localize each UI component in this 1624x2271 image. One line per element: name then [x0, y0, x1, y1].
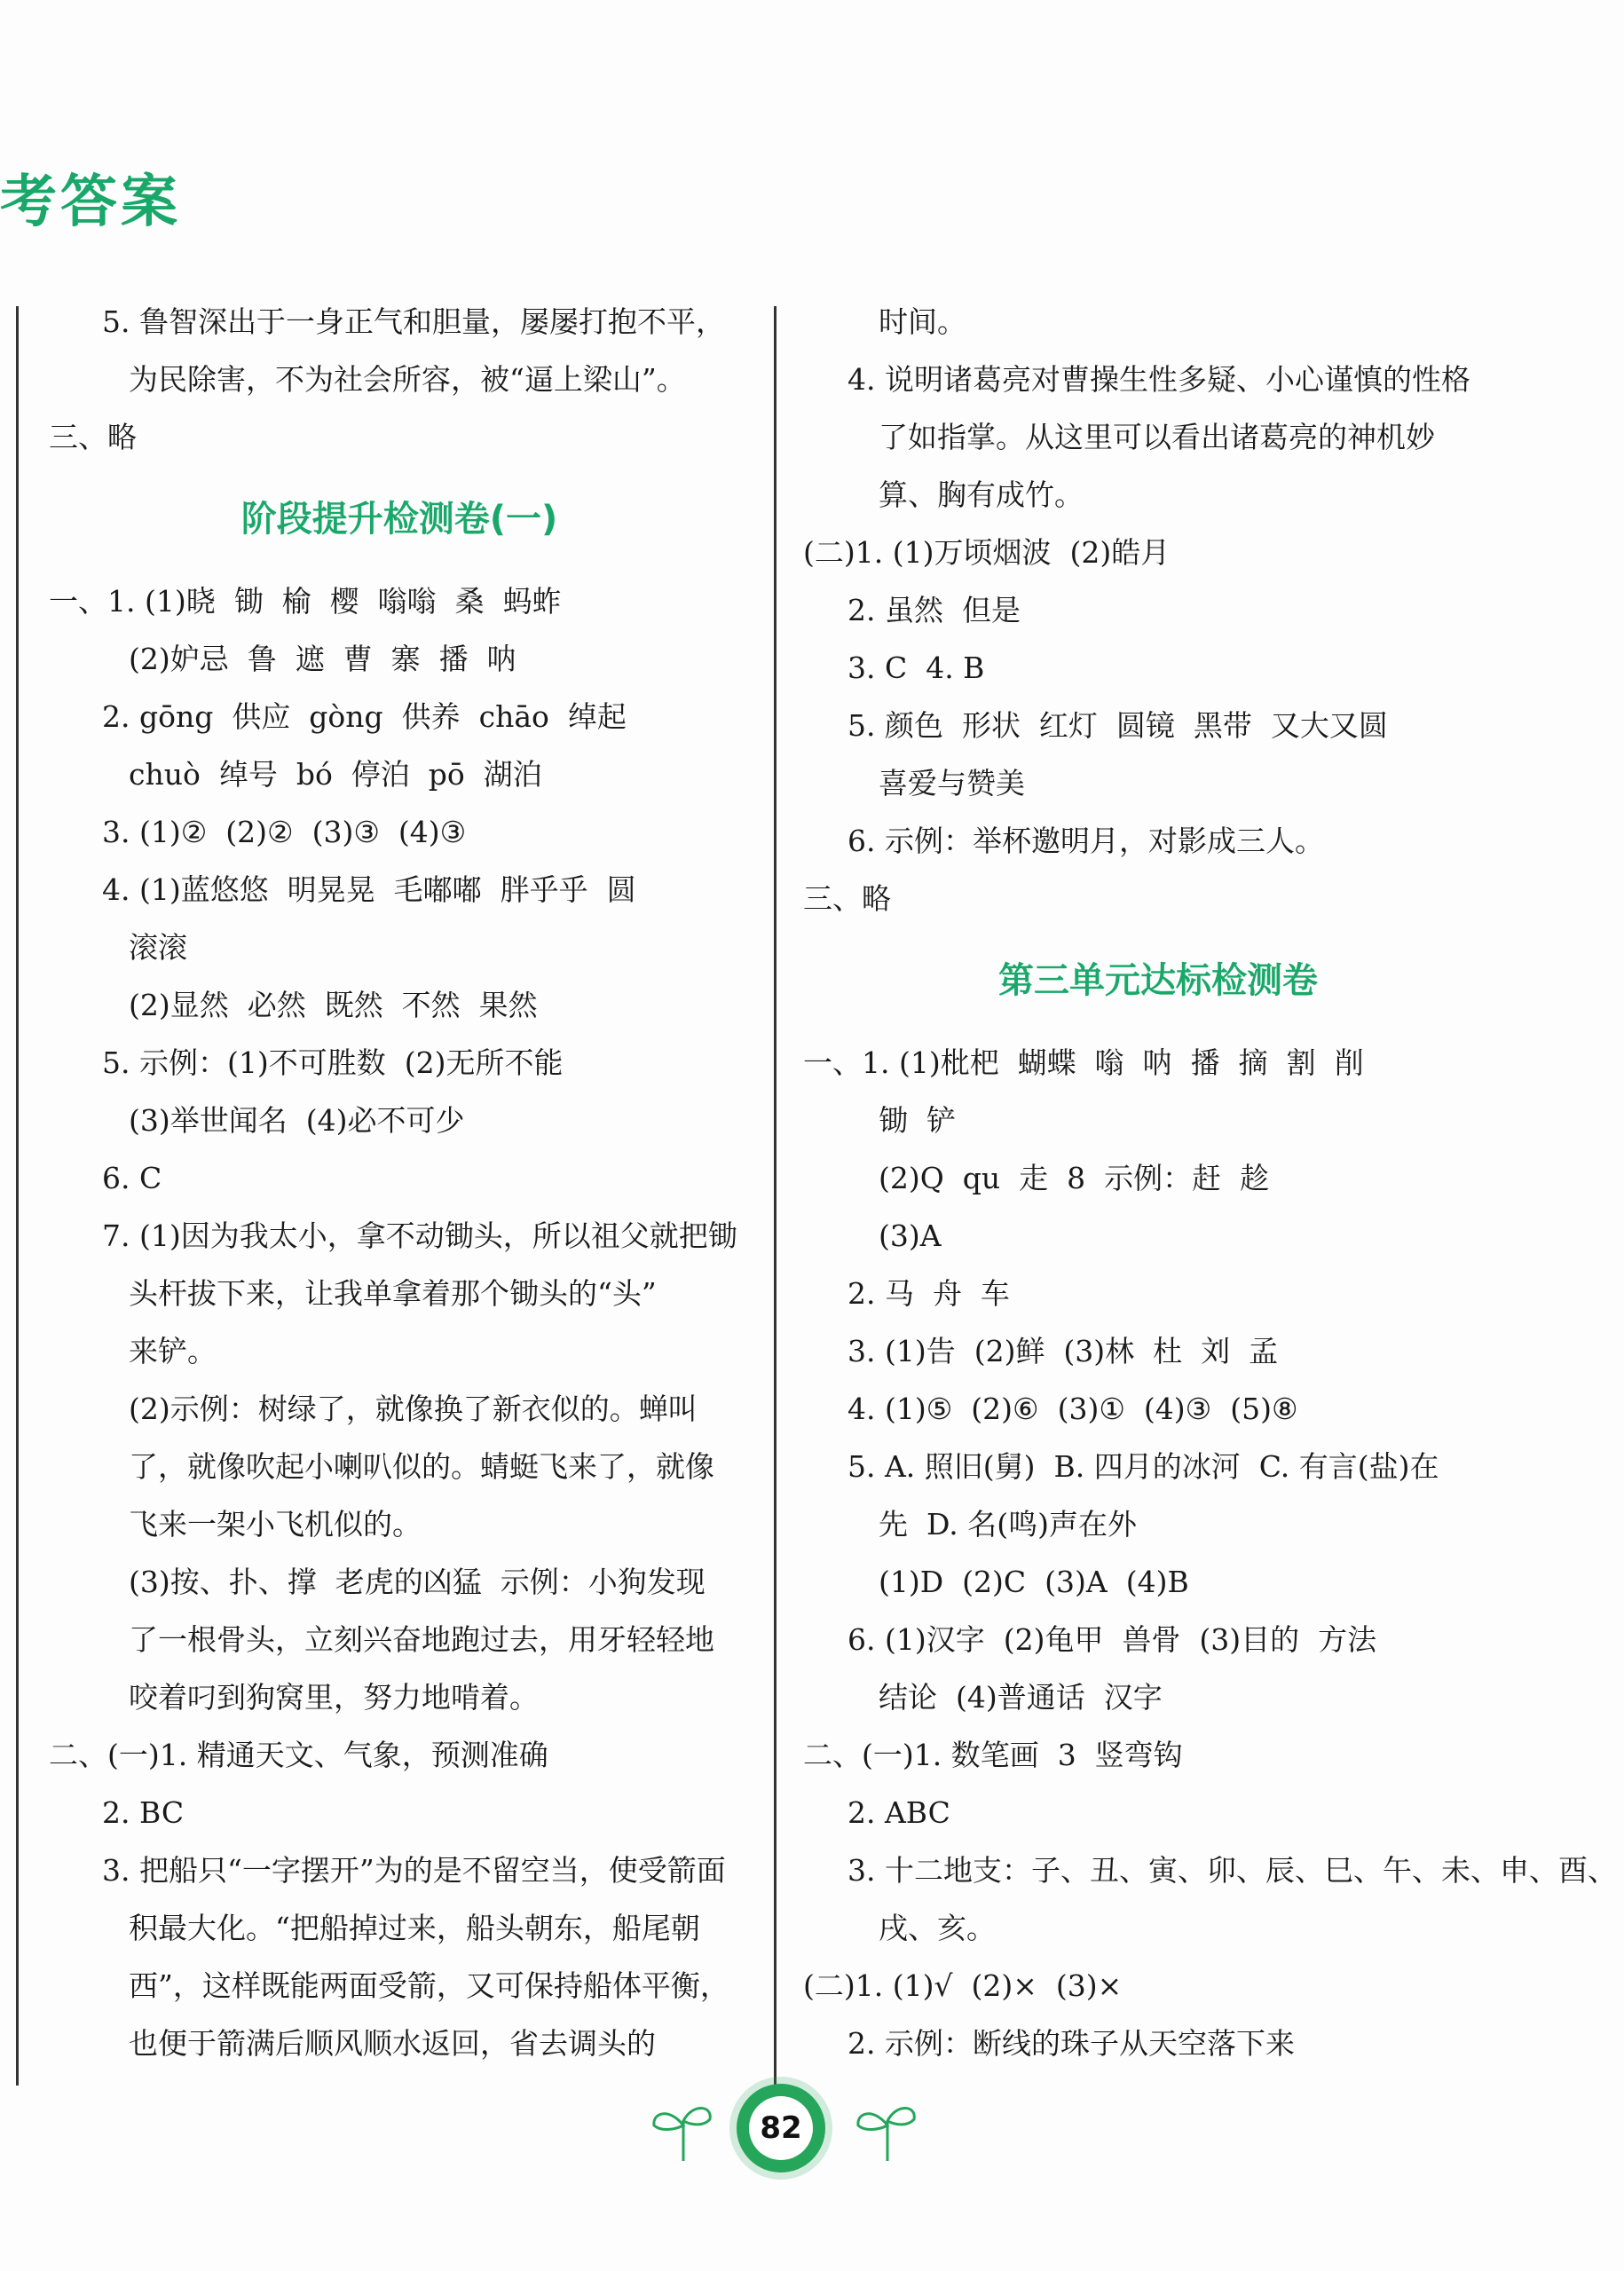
answer-line: 了一根骨头，立刻兴奋地跑过去，用牙轻轻地	[129, 1622, 714, 1657]
answer-line: 3. (1)② (2)② (3)③ (4)③	[102, 815, 467, 849]
answer-line: (二)1. (1)万顷烟波 (2)皓月	[803, 535, 1171, 570]
answer-line: (2)显然 必然 既然 不然 果然	[129, 988, 538, 1022]
answer-line: 了如指掌。从这里可以看出诸葛亮的神机妙	[879, 420, 1435, 454]
section-title: 阶段提升检测卷(一)	[240, 499, 558, 540]
answer-line: 2. 虽然 但是	[847, 593, 1021, 627]
answer-line: 结论 (4)普通话 汉字	[879, 1680, 1163, 1715]
answer-line: 算、胸有成竹。	[879, 477, 1084, 512]
answer-line: 2. 示例：断线的珠子从天空落下来	[847, 2026, 1295, 2061]
answer-line: 5. 鲁智深出于一身正气和胆量，屡屡打抱不平，	[102, 304, 725, 339]
page-footer	[643, 2077, 927, 2183]
answer-line: 2. BC	[102, 1795, 185, 1830]
answer-line: (2)Q qu 走 8 示例：赶 趁	[879, 1161, 1270, 1195]
answer-line: 6. (1)汉字 (2)龟甲 兽骨 (3)目的 方法	[847, 1622, 1377, 1657]
left-column	[49, 293, 750, 2072]
answer-line: 3. C 4. B	[847, 651, 985, 685]
answer-line: 锄 铲	[879, 1103, 956, 1138]
answer-line: 4. 说明诸葛亮对曹操生性多疑、小心谨慎的性格	[847, 362, 1470, 397]
answer-line: 2. ABC	[847, 1795, 950, 1830]
answer-line: 头杆拔下来，让我单拿着那个锄头的“头”	[129, 1276, 657, 1311]
answer-line: 一、1. (1)枇杷 蝴蝶 嗡 呐 播 摘 割 削	[803, 1045, 1364, 1080]
answer-line: 二、(一)1. 精通天文、气象，预测准确	[49, 1738, 548, 1772]
left-margin-rule	[16, 306, 19, 2086]
answer-line: 一、1. (1)晓 锄 榆 樱 嗡嗡 桑 蚂蚱	[49, 584, 562, 619]
answer-line: 时间。	[879, 304, 966, 339]
answer-line: 7. (1)因为我太小，拿不动锄头，所以祖父就把锄	[102, 1218, 737, 1253]
answer-line: (二)1. (1)√ (2)× (3)×	[803, 1968, 1123, 2003]
answer-line: (2)示例：树绿了，就像换了新衣似的。蝉叫	[129, 1392, 698, 1426]
answer-line: 戌、亥。	[879, 1911, 996, 1945]
answer-line: 4. (1)蓝悠悠 明晃晃 毛嘟嘟 胖乎乎 圆	[102, 872, 636, 907]
answer-line: 3. 十二地支：子、丑、寅、卯、辰、巳、午、未、申、酉、	[847, 1853, 1617, 1888]
answer-line: 2. gōng 供应 gòng 供养 chāo 绰起	[102, 699, 627, 734]
answer-line: (3)按、扑、撑 老虎的凶猛 示例：小狗发现	[129, 1565, 706, 1599]
answer-line: (1)D (2)C (3)A (4)B	[879, 1565, 1189, 1599]
sprout-left-icon	[643, 2094, 723, 2165]
answer-line: 3. (1)告 (2)鲜 (3)林 杜 刘 孟	[847, 1334, 1279, 1368]
answer-line: 滚滚	[129, 930, 187, 965]
answer-line: (3)A	[879, 1218, 942, 1253]
page-number-badge	[737, 2084, 825, 2172]
answer-line: 先 D. 名(鸣)声在外	[879, 1507, 1137, 1542]
answer-line: 咬着叼到狗窝里，努力地啃着。	[129, 1680, 539, 1715]
column-divider	[774, 306, 777, 2086]
answer-line: 了，就像吹起小喇叭似的。蜻蜓飞来了，就像	[129, 1449, 714, 1484]
answer-line: 3. 把船只“一字摆开”为的是不留空当，使受箭面	[102, 1853, 726, 1888]
answer-line: 6. 示例：举杯邀明月，对影成三人。	[847, 824, 1324, 858]
answer-line: 为民除害，不为社会所容，被“逼上梁山”。	[129, 362, 686, 397]
answer-line: 2. 马 舟 车	[847, 1276, 1010, 1311]
answer-line: (3)举世闻名 (4)必不可少	[129, 1103, 465, 1138]
answer-line: 5. 示例：(1)不可胜数 (2)无所不能	[102, 1045, 564, 1080]
right-column	[803, 293, 1617, 2072]
answer-line: 三、略	[803, 881, 891, 916]
answer-line: 飞来一架小飞机似的。	[129, 1507, 422, 1542]
answer-line: 喜爱与赞美	[879, 766, 1025, 800]
answer-line: (2)妒忌 鲁 遮 曹 寨 播 呐	[129, 642, 516, 676]
answer-line: 二、(一)1. 数笔画 3 竖弯钩	[803, 1738, 1183, 1772]
page-number: 82	[749, 2096, 813, 2160]
answer-line: 5. A. 照旧(舅) B. 四月的冰河 C. 有言(盐)在	[847, 1449, 1439, 1484]
header-title: 考答案	[0, 170, 181, 235]
answer-line: 也便于箭满后顺风顺水返回，省去调头的	[129, 2026, 656, 2061]
answer-line: chuò 绰号 bó 停泊 pō 湖泊	[129, 757, 542, 792]
answer-line: 西”，这样既能两面受箭，又可保持船体平衡，	[129, 1968, 729, 2003]
answer-line: 三、略	[49, 420, 137, 454]
sprout-right-icon	[847, 2094, 927, 2165]
answer-line: 积最大化。“把船掉过来，船头朝东，船尾朝	[129, 1911, 700, 1945]
answer-line: 4. (1)⑤ (2)⑥ (3)① (4)③ (5)⑧	[847, 1392, 1298, 1426]
answer-line: 6. C	[102, 1161, 162, 1195]
section-title: 第三单元达标检测卷	[998, 960, 1318, 1001]
answer-line: 5. 颜色 形状 红灯 圆镜 黑带 又大又圆	[847, 708, 1388, 743]
answer-line: 来铲。	[129, 1334, 217, 1368]
